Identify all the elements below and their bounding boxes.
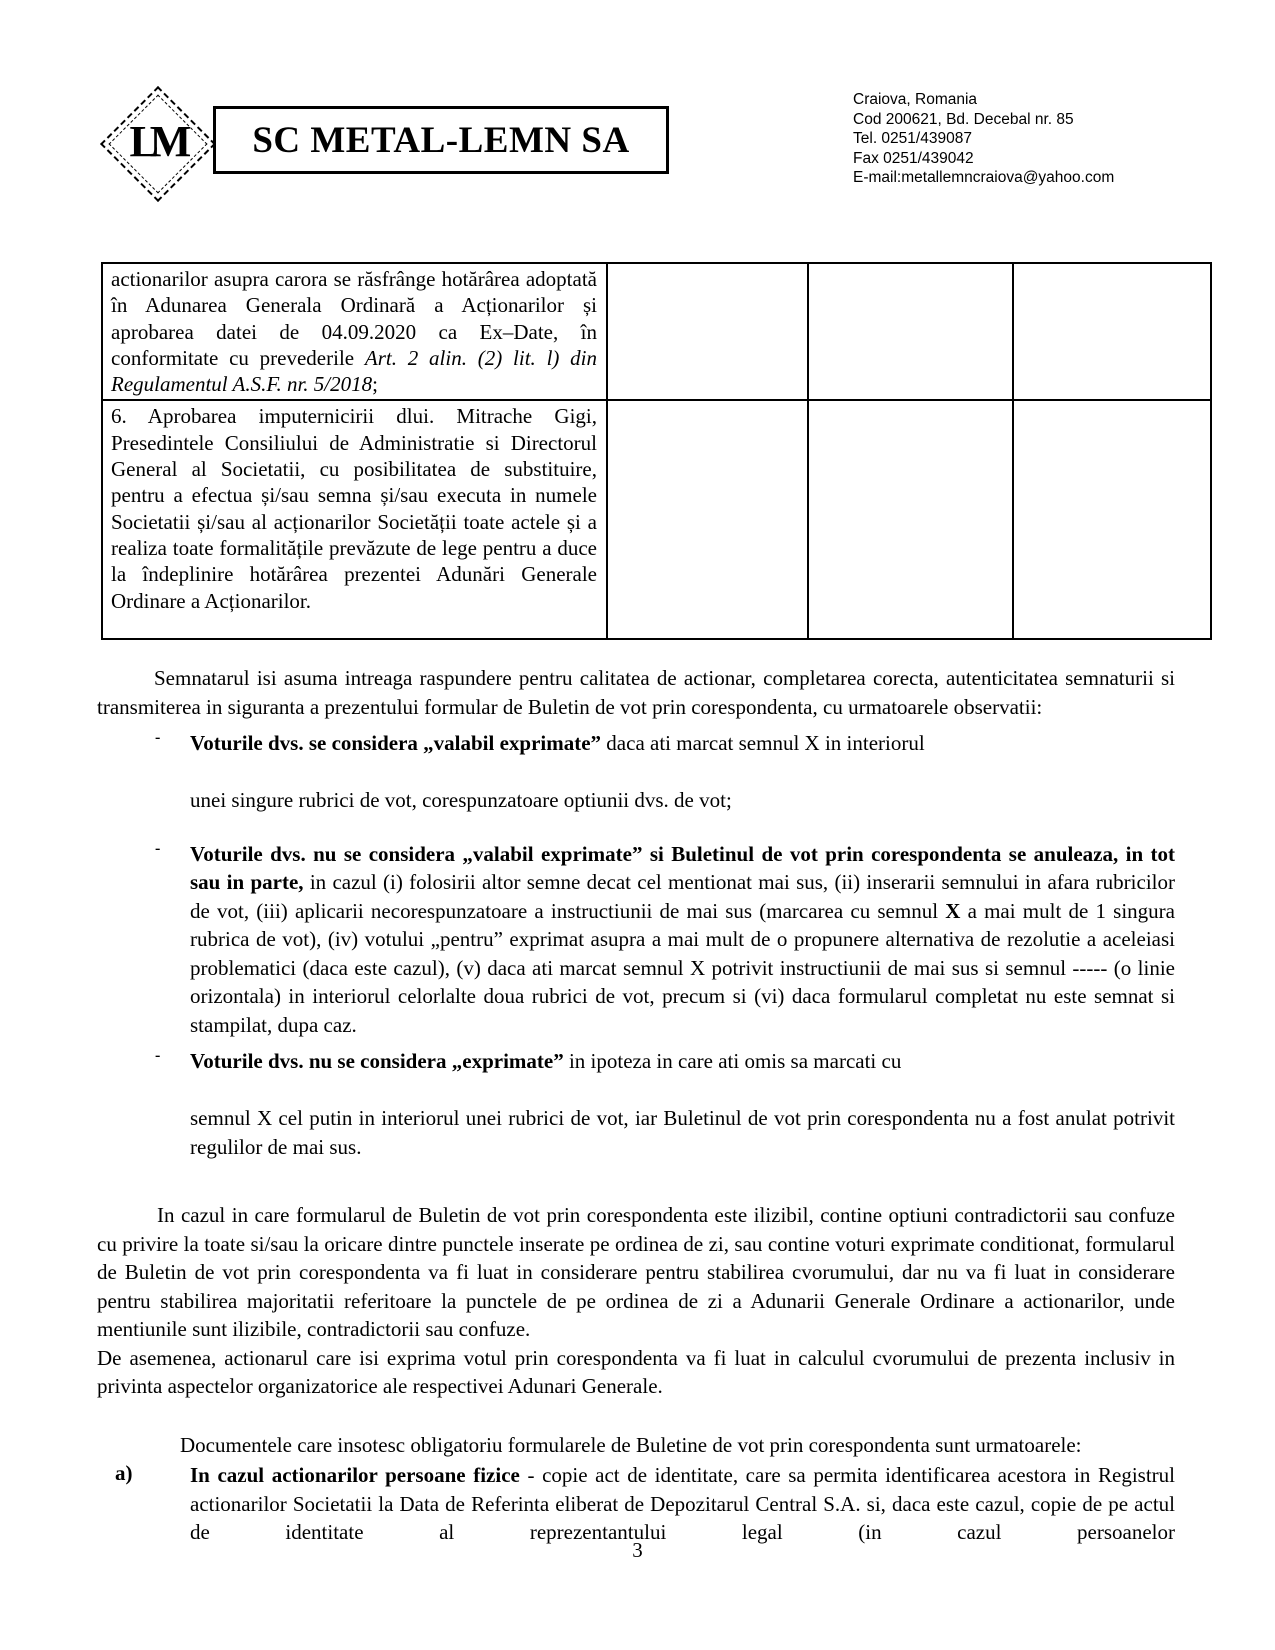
list-item-a-bold: In cazul actionarilor persoane fizice <box>190 1463 520 1488</box>
agenda-item-text: actionarilor asupra carora se răsfrânge hotărârea adoptată în Adunarea Generala Ordinară a Acționarilor și aprobarea datei de 04.09.2020 ca Ex–Date, în conformitate cu prevederile <box>111 267 597 370</box>
bullet-item-nu-valabil-exprimate <box>97 840 1175 1040</box>
bullet-text-bold-x: X <box>945 898 961 923</box>
bullet-text <box>190 729 1175 758</box>
bullet-text-rest: a mai mult de 1 singura rubrica de vot), (iv) votului „pentru” exprimat asupra a mai mult de o propunere alternativa de rezolutie a aceleiasi problematici (daca este cazul), (v) daca ati marcat semnul X potrivit instructiunii de mai sus si semnul ----- (o linie orizontala) in interiorul celorlalte doua rubrici de vot, precum si (vi) daca formularul completat nu este semnat si stampilat, dupa caz. <box>190 898 1175 1037</box>
logo-monogram: LM <box>129 117 183 167</box>
list-item-a-text <box>190 1461 1175 1547</box>
table-row <box>102 263 1211 400</box>
bullet-marker: - <box>155 1047 161 1065</box>
bullet-marker: - <box>155 839 161 857</box>
company-address <box>853 90 1213 188</box>
bullet-item-valabil-exprimate <box>97 729 1175 815</box>
bullet-text-bold: Voturile dvs. nu se considera „valabil exprimate” si Buletinul de vot prin corespondenta se anuleaza, in tot sau in parte, <box>190 841 1175 895</box>
bullet-marker: - <box>155 729 161 747</box>
bullet-continuation: semnul X cel putin in interiorul unei rubrici de vot, iar Buletinul de vot prin corespondenta nu a fost anulat potrivit regulilor de mai sus. <box>190 1106 1175 1159</box>
vote-cell <box>607 263 808 400</box>
page-number: 3 <box>632 1538 643 1562</box>
address-line-street: Cod 200621, Bd. Decebal nr. 85 <box>853 110 1074 128</box>
bullet-item-nu-exprimate <box>97 1047 1175 1161</box>
intro-paragraph: Semnatarul isi asuma intreaga raspundere pentru calitatea de actionar, completarea corecta, autenticitatea semnaturii si transmiterea in siguranta a prezentului formular de Buletin de vot prin corespondenta, cu urmatoarele observatii: <box>97 666 1175 719</box>
list-item-a-marker: a) <box>115 1461 133 1486</box>
agenda-item-text-italic: Art. 2 alin. (2) lit. l) din Regulamentul A.S.F. nr. 5/2018 <box>111 345 598 397</box>
agenda-item-cell <box>102 400 607 639</box>
paragraph-documente: Documentele care insotesc obligatoriu formularele de Buletine de vot prin corespondenta sunt urmatoarele: <box>180 1432 1082 1457</box>
list-item-a-rest: - copie act de identitate, care sa permita identificarea acestora in Registrul actionarilor Societatii la Data de Referinta eliberat de Depozitarul Central S.A. si, daca este cazul, copie de pe actul de identitate al reprezentantului legal (in cazul persoanelor <box>190 1463 1175 1545</box>
paragraph-ilizibil: In cazul in care formularul de Buletin de vot prin corespondenta este ilizibil, contine optiuni contradictorii sau confuze cu privire la toate si/sau la oricare dintre punctele inserate pe ordinea de zi, sau contine voturi exprimate conditionat, formularul de Buletin de vot prin corespondenta va fi luat in considerare pentru stabilirea cvorumului, dar nu va fi luat in considerare pentru stabilirea majoritatii referitoare la punctele de pe ordinea de zi a Adunarii Generale Ordinare a actionarilor, unde mentiunile sunt ilizibile, contradictorii sau confuze. <box>97 1203 1175 1342</box>
company-name-box <box>213 106 669 174</box>
bullet-text-rest: daca ati marcat semnul X in interiorul <box>601 731 925 756</box>
address-line-fax: Fax 0251/439042 <box>853 149 974 167</box>
agenda-item-cell <box>102 263 607 400</box>
agenda-item-text-suffix: ; <box>372 372 378 397</box>
company-name: SC METAL-LEMN SA <box>252 119 630 161</box>
bullet-continuation: unei singure rubrici de vot, corespunzatoare optiunii dvs. de vot; <box>190 788 732 813</box>
table-row <box>102 400 1211 639</box>
vote-cell <box>1013 400 1211 639</box>
address-line-email: E-mail:metallemncraiova@yahoo.com <box>853 169 1115 186</box>
bullet-text-bold: Voturile dvs. se considera „valabil exprimate” <box>190 731 602 756</box>
list-item-a <box>97 1461 1175 1547</box>
bullet-text-bold: Voturile dvs. nu se considera „exprimate” <box>190 1049 564 1074</box>
address-line-phone: Tel. 0251/439087 <box>853 130 972 147</box>
paragraph-de-asemenea: De asemenea, actionarul care isi exprima votul prin corespondenta va fi luat in calculul cvorumului de prezenta inclusiv in privinta aspectelor organizatorice ale respectivei Adunari Generale. <box>97 1345 1175 1399</box>
agenda-item-text: 6. Aprobarea imputernicirii dlui. Mitrache Gigi, Presedintele Consiliului de Administratie si Directorul General al Societatii, cu posibilitatea de substituire, pentru a efectua și/sau semna și/sau executa in numele Societatii și/sau al acționarilor Societății toate actele și a realiza toate formalitățile prevăzute de lege pentru a duce la îndeplinire hotărârea prezentei Adunări Generale Ordinare a Acționarilor. <box>111 404 597 613</box>
agenda-voting-table <box>101 262 1212 640</box>
bullet-text-rest: in ipoteza in care ati omis sa marcati cu <box>563 1049 902 1074</box>
vote-cell <box>1013 263 1211 400</box>
bullet-text <box>190 1047 1175 1076</box>
vote-cell <box>607 400 808 639</box>
bullet-text <box>190 840 1175 1040</box>
company-logo-icon <box>100 86 216 202</box>
vote-cell <box>808 400 1013 639</box>
address-line-city: Craiova, Romania <box>853 91 978 108</box>
bullet-text-rest: in cazul (i) folosirii altor semne decat cel mentionat mai sus, (ii) inserarii semnului in afara rubricilor de vot, (iii) aplicarii necorespunzatoare a instructiunii de mai sus (marcarea cu semnul <box>190 870 1175 923</box>
vote-cell <box>808 263 1013 400</box>
document-body <box>97 262 1210 1547</box>
